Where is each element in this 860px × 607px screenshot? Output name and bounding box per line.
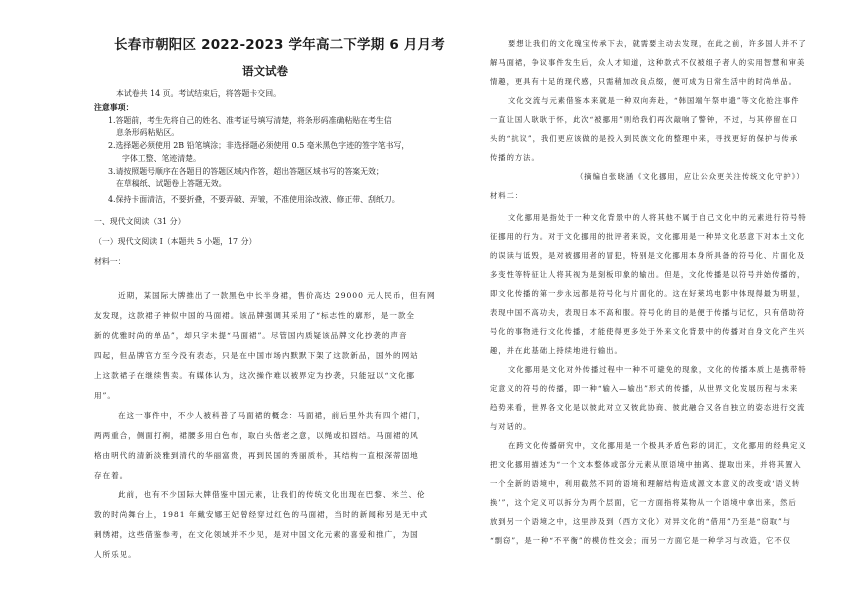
section-sub-heading: （一）现代文阅读 Ⅰ（本题共 5 小题，17 分） xyxy=(94,237,257,246)
paragraph-line: 解马面裙，争议事件发生后，众人才知道，这种款式不仅被组子者人的实用智慧和审美 xyxy=(490,58,806,67)
paragraph-line: 文化挪用是指处于一种文化背景中的人将其他不属于自己文化中的元素进行符号特 xyxy=(508,213,807,222)
note-line: 3.请按照题号顺序在各题目的答题区域内作答，超出答题区域书写的答案无效； xyxy=(108,167,384,176)
note-line: 2.选择题必须使用 2B 铅笔填涂；非选择题必须使用 0.5 毫米黑色字迹的签字笔书写， xyxy=(108,141,410,150)
paragraph-line: 传播的方法。 xyxy=(490,153,540,162)
paragraph-line: 用”。 xyxy=(94,391,116,400)
paragraph-line: 友发现，这款裙子神似中国的马面裙。该品牌强调其采用了“标志性的廓形，是一款全 xyxy=(94,311,415,320)
paragraph-line: 敦的时尚舞台上，1981 年戴安娜王妃曾经穿过红色的马面裙，当时的新闻称另是无中式 xyxy=(94,510,429,519)
paragraph-line: 新的优雅时尚的单品”，却只字未提“马面裙”。尽管国内质疑该品牌文化抄袭的声音 xyxy=(94,331,408,340)
material-1-label: 材料一： xyxy=(94,257,126,266)
paragraph-line: 一直让国人耿耿于怀，此次“被挪用”则给我们再次敲响了警钟，不过，与其停留在口 xyxy=(490,115,799,124)
note-line: 在草稿纸、试题卷上答题无效。 xyxy=(116,179,227,188)
paragraph-line: 定意义的符号的传播，即一种“输入—输出”形式的传播，从世界文化发展历程与未来 xyxy=(490,384,799,393)
material-2-label: 材料二： xyxy=(490,191,524,200)
intro-text: 本试卷共 14 页。考试结束后，将答题卡交回。 xyxy=(116,89,281,98)
paragraph-line: 情趣，更具有十足的现代感，只需稍加改良点缀，便可成为日常生活中的时尚单品。 xyxy=(490,77,797,86)
paragraph-line: 多变性等特征让人将其视为是刻板印象的输出。但是，文化传播是以符号并始传播的， xyxy=(490,270,806,279)
paragraph-line: 换’”，这个定义可以拆分为两个层面，它一方面指将某物从一个语境中拿出来，然后 xyxy=(490,498,797,507)
paragraph-line: 的误读与诋毁，是对被挪用者的冒犯，特别是文化挪用本身所具备的符号化、片面化及 xyxy=(490,251,806,260)
paragraph-line: 上这款裙子在继续售卖。有媒体认为，这次操作难以被界定为抄袭，只能冠以“文化挪 xyxy=(94,371,415,380)
paragraph-line: 头的“抗议”，我们更应该做的是投入到民族文化的整理中来，寻找更好的保护与传承 xyxy=(490,134,799,143)
note-line: 字体工整、笔迹清楚。 xyxy=(122,154,201,163)
citation: （摘编自张晓涵《文化挪用，应让公众更关注传统文化守护》） xyxy=(576,172,805,181)
section-heading: 一、现代文阅读（31 分） xyxy=(94,217,186,226)
paragraph-line: “剽窃”，是一种“不平衡”的模仿性交会；而另一方面它是一种学习与改造，它不仅 xyxy=(490,536,792,545)
paragraph-line: 两两重合，侧面打裥，裙腰多用白色布，取白头偕老之意，以绳或扣固结。马面裙的风 xyxy=(94,431,419,440)
note-line: 1.答题前，考生先将自己的姓名、准考证号填写清楚，将条形码准确粘贴在考生信 xyxy=(108,116,392,125)
notes-heading: 注意事项： xyxy=(94,103,134,112)
paragraph-line: 趋势来看，世界各文化是以彼此对立又彼此协商、彼此融合又各自独立的姿态进行交流 xyxy=(490,403,806,412)
paragraph-line: 在这一事件中，不少人被科普了马面裙的概念：马面裙，前后里外共有四个裙门， xyxy=(118,411,426,420)
paragraph-line: 征挪用的行为。对于文化挪用的批评者来说，文化挪用是一种异文化恶意下对本土文化 xyxy=(490,232,806,241)
note-line: 息条形码粘贴区。 xyxy=(116,128,180,137)
paragraph-line: 号化的事物进行文化传播，才能使得更多处于外来文化背景中的传播对自身文化产生兴 xyxy=(490,327,806,336)
note-line: 4.保持卡面清洁，不要折叠，不要弄破、弄皱，不准使用涂改液、修正带、刮纸刀。 xyxy=(108,195,400,204)
paragraph-line: 一个全新的语境中，利用截然不同的语境和理解结构造成源文本意义的改变或‘语义转 xyxy=(490,479,801,488)
paragraph-line: 此前，也有不少国际大牌借鉴中国元素，让我们的传统文化出现在巴黎、米兰、伦 xyxy=(118,490,426,499)
paragraph-line: 文化挪用是文化对外传播过程中一种不可避免的现象，文化的传播本质上是携带特 xyxy=(508,365,807,374)
paragraph-line: 表现中国不高功夫，表现日本不高和服。符号化的目的是便于传播与记忆，只有借助符 xyxy=(490,308,806,317)
paragraph-line: 格由明代的清新淡雅到清代的华丽富贵，再到民国的秀丽质朴，其结构一直根深蒂固地 xyxy=(94,451,419,460)
exam-subtitle: 语文试卷 xyxy=(242,64,288,78)
paragraph-line: 与对话的。 xyxy=(490,422,532,431)
paragraph-line: 存在着。 xyxy=(94,471,129,480)
paragraph-line: 趣，并在此基础上持续地进行输出。 xyxy=(490,346,623,355)
paragraph-line: 要想让我们的文化瑰宝传承下去，就需要主动去发现，在此之前，许多国人并不了 xyxy=(508,39,807,48)
exam-title: 长春市朝阳区 2022-2023 学年高二下学期 6 月月考 xyxy=(114,37,445,53)
paragraph-line: 近期，某国际大牌推出了一款黑色中长半身裙，售价高达 29000 元人民币，但有网 xyxy=(118,291,436,300)
paragraph-line: 文化交流与元素借鉴本来就是一种双向奔赴，“韩国端午祭申遗”等文化抢注事件 xyxy=(508,96,800,105)
paragraph-line: 把文化挪用描述为“一个文本整体或部分元素从原语境中抽离、提取出来，并将其置入 xyxy=(490,460,802,469)
paragraph-line: 人所乐见。 xyxy=(94,550,137,559)
paragraph-line: 四起，但品牌官方至今没有表态，只是在中国市场内默默下架了这款新品，国外的网站 xyxy=(94,351,419,360)
paragraph-line: 刺绣裙，这些借鉴参考，在文化领域并不少见，是对中国文化元素的喜爱和推广，为国 xyxy=(94,530,419,539)
paragraph-line: 即文化传播的第一步永远都是符号化与片面化的。这在好莱坞电影中体现得最为明显， xyxy=(490,289,806,298)
paragraph-line: 放到另一个语境之中，这里涉及到（西方文化）对异文化的“借用”乃至是“窃取”与 xyxy=(490,517,792,526)
paragraph-line: 在跨文化传播研究中，文化挪用是一个极具矛盾色彩的词汇，文化挪用的经典定义 xyxy=(508,441,807,450)
